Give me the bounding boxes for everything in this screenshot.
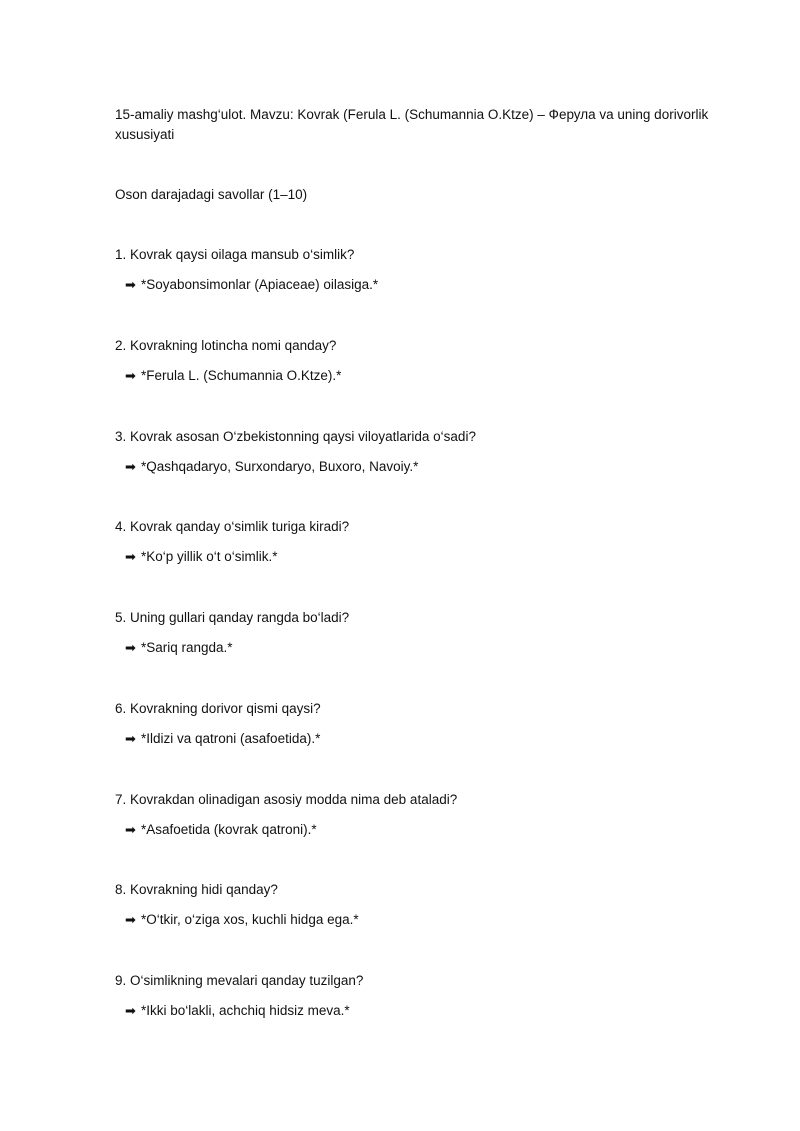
answer-text: *O‘tkir, o‘ziga xos, kuchli hidga ega.*: [141, 912, 359, 927]
document-title: 15-amaliy mashg‘ulot. Mavzu: Kovrak (Ferula L. (Schumannia O.Ktze) – Ферула va uning dorivorlik xususiyati: [115, 107, 709, 142]
qa-item-3: [115, 428, 715, 477]
answer-line: [115, 911, 715, 930]
answer-line: [115, 639, 715, 658]
question-text: 5. Uning gullari qanday rangda bo‘ladi?: [115, 610, 350, 625]
answer-text: *Ko‘p yillik o‘t o‘simlik.*: [141, 549, 278, 564]
question-text: 9. O‘simlikning mevalari qanday tuzilgan?: [115, 973, 364, 988]
qa-item-7: [115, 791, 715, 840]
answer-text: *Asafoetida (kovrak qatroni).*: [141, 822, 317, 837]
qa-item-4: [115, 518, 715, 567]
answer-text: *Ildizi va qatroni (asafoetida).*: [141, 731, 321, 746]
question-text: 4. Kovrak qanday o‘simlik turiga kiradi?: [115, 519, 350, 534]
answer-line: [115, 730, 715, 749]
arrow-right-icon: ➡: [125, 278, 136, 293]
answer-line: [115, 548, 715, 567]
qa-item-9: [115, 972, 715, 1021]
answer-text: *Sariq rangda.*: [141, 640, 233, 655]
arrow-right-icon: ➡: [125, 369, 136, 384]
arrow-right-icon: ➡: [125, 1004, 136, 1019]
question-text: 8. Kovrakning hidi qanday?: [115, 882, 278, 897]
qa-item-5: [115, 609, 715, 658]
answer-line: [115, 1002, 715, 1021]
arrow-right-icon: ➡: [125, 550, 136, 565]
answer-text: *Ferula L. (Schumannia O.Ktze).*: [141, 368, 342, 383]
arrow-right-icon: ➡: [125, 732, 136, 747]
answer-text: *Soyabonsimonlar (Apiaceae) oilasiga.*: [141, 277, 379, 292]
answer-text: *Ikki bo‘lakli, achchiq hidsiz meva.*: [141, 1003, 350, 1018]
qa-item-1: [115, 246, 715, 295]
question-text: 2. Kovrakning lotincha nomi qanday?: [115, 338, 337, 353]
question-text: 3. Kovrak asosan O‘zbekistonning qaysi viloyatlarida o‘sadi?: [115, 429, 476, 444]
arrow-right-icon: ➡: [125, 641, 136, 656]
question-text: 1. Kovrak qaysi oilaga mansub o‘simlik?: [115, 247, 355, 262]
arrow-right-icon: ➡: [125, 823, 136, 838]
qa-item-8: [115, 881, 715, 930]
qa-item-6: [115, 700, 715, 749]
section-heading: Oson darajadagi savollar (1–10): [115, 187, 308, 202]
answer-text: *Qashqadaryo, Surxondaryo, Buxoro, Navoiy.*: [141, 459, 419, 474]
answer-line: [115, 458, 715, 477]
qa-item-2: [115, 337, 715, 386]
arrow-right-icon: ➡: [125, 913, 136, 928]
question-text: 7. Kovrakdan olinadigan asosiy modda nima deb ataladi?: [115, 792, 458, 807]
answer-line: [115, 276, 715, 295]
question-text: 6. Kovrakning dorivor qismi qaysi?: [115, 701, 321, 716]
answer-line: [115, 367, 715, 386]
answer-line: [115, 821, 715, 840]
arrow-right-icon: ➡: [125, 460, 136, 475]
